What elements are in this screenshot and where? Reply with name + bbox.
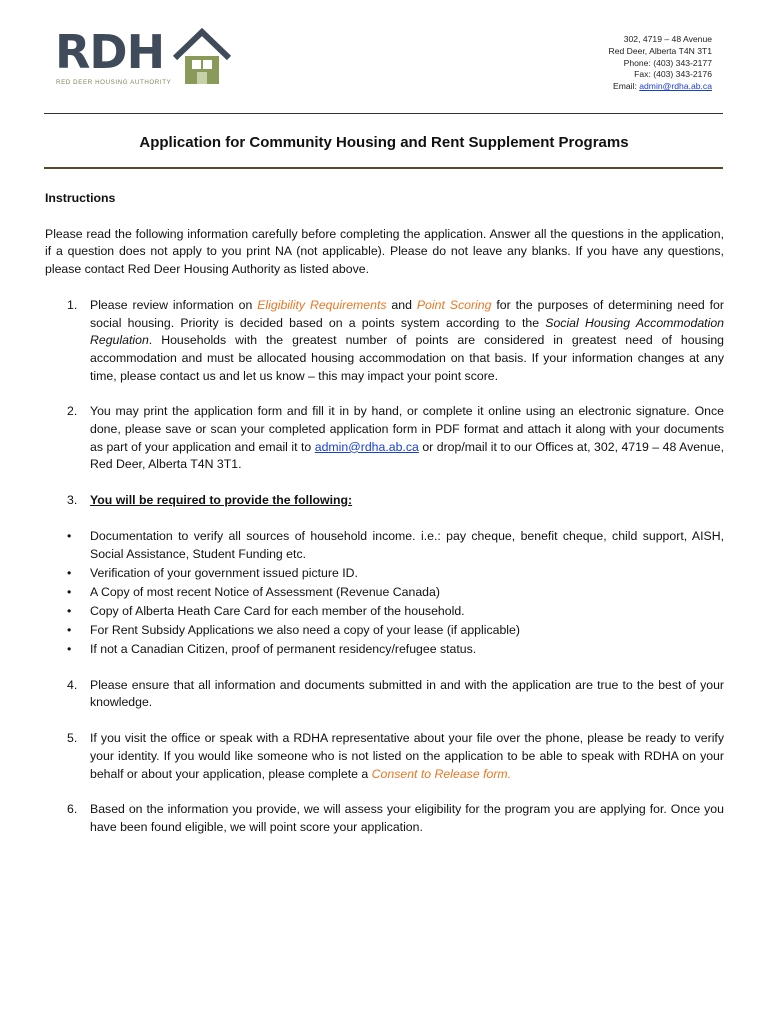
bullet: • xyxy=(67,642,72,657)
bullet: • xyxy=(67,603,72,618)
item-number: 2. xyxy=(67,404,78,419)
address-line-1: 302, 4719 – 48 Avenue xyxy=(623,34,712,44)
rdha-logo xyxy=(55,22,225,92)
requirements-heading: You will be required to provide the following: xyxy=(90,493,353,508)
page-title: Application for Community Housing and Rent Supplement Programs xyxy=(139,134,629,151)
title-divider xyxy=(44,167,723,169)
bullet-text: A Copy of most recent Notice of Assessment (Revenue Canada) xyxy=(90,584,440,599)
list-item-6 xyxy=(45,801,724,836)
instructions-list xyxy=(45,297,724,510)
requirements-list xyxy=(45,528,724,659)
list-item xyxy=(45,528,724,563)
bullet-text: For Rent Subsidy Applications we also need a copy of your lease (if applicable) xyxy=(90,622,520,637)
list-item xyxy=(45,641,724,659)
item-text: . Households with the greatest number of points are considered in greatest need of housing accommodation and must be allocated housing accommodation on that basis. If your information changes at any time, please contact us and let us know – this may impact your point score. xyxy=(90,333,724,383)
list-item xyxy=(45,622,724,640)
bullet-text: Verification of your government issued picture ID. xyxy=(90,565,358,580)
item-number: 4. xyxy=(67,677,78,692)
bullet-text: Documentation to verify all sources of household income. i.e.: pay cheque, benefit cheque, child support, AISH, Social Assistance, Student Funding etc. xyxy=(90,528,724,561)
list-item-5 xyxy=(45,730,724,783)
bullet: • xyxy=(67,584,72,599)
email-link[interactable]: admin@rdha.ab.ca xyxy=(314,439,419,454)
logo-wordmark: RDH xyxy=(55,25,165,79)
house-icon xyxy=(173,28,231,86)
item-number: 5. xyxy=(67,731,78,746)
instructions-heading: Instructions xyxy=(45,191,116,205)
item-text: Based on the information you provide, we will assess your eligibility for the program you are applying for. Once you have been found eligible, we will point score your application. xyxy=(90,802,724,834)
consent-to-release-link[interactable]: Consent to Release form. xyxy=(371,766,512,781)
item-text: You may print the application form and fill it in by hand, or complete it online using an electronic signature. Once done, please save or scan your completed application form in PDF format and attach it along with your documents as part of your application and email it to xyxy=(90,404,724,454)
list-item xyxy=(45,603,724,621)
list-item xyxy=(45,565,724,583)
regulation-name: Social Housing Accommodation Regulation xyxy=(90,315,724,348)
instructions-body xyxy=(45,190,724,855)
bullet-text: Copy of Alberta Heath Care Card for each member of the household. xyxy=(90,603,465,618)
instructions-list-continued xyxy=(45,677,724,837)
email-line xyxy=(609,81,713,93)
bullet: • xyxy=(67,528,72,543)
list-item-1 xyxy=(45,297,724,386)
email-link[interactable]: admin@rdha.ab.ca xyxy=(639,81,712,92)
item-number: 1. xyxy=(67,297,78,312)
item-text: If you visit the office or speak with a RDHA representative about your file over the phone, please be ready to verify your identity. If you would like someone who is not listed on the application to be able to speak with RDHA on your behalf or about your application, please complete a xyxy=(90,731,724,781)
list-item-2 xyxy=(45,403,724,474)
header-divider xyxy=(44,113,723,114)
item-number: 3. xyxy=(67,493,78,508)
item-text: and xyxy=(386,297,417,312)
item-text: Please ensure that all information and documents submitted in and with the application are true to the best of your knowledge. xyxy=(90,677,724,710)
item-number: 6. xyxy=(67,802,78,817)
bullet: • xyxy=(67,565,72,580)
point-scoring-link[interactable]: Point Scoring xyxy=(416,297,492,312)
list-item-3 xyxy=(45,492,724,510)
item-text: or drop/mail it to our Offices at, 302, 4719 – 48 Avenue, Red Deer, Alberta T4N 3T1. xyxy=(90,439,724,472)
item-text: for the purposes of determining need for social housing. Priority is decided based on a points system according to the xyxy=(90,297,724,330)
phone: Phone: (403) 343-2177 xyxy=(623,57,712,68)
fax: Fax: (403) 343-2176 xyxy=(634,69,712,80)
logo-subtitle: RED DEER HOUSING AUTHORITY xyxy=(56,79,172,86)
eligibility-requirements-link[interactable]: Eligibility Requirements xyxy=(257,297,387,312)
bullet-text: If not a Canadian Citizen, proof of permanent residency/refugee status. xyxy=(90,642,477,657)
item-text: Please review information on xyxy=(90,297,258,312)
list-item-4 xyxy=(45,677,724,712)
intro-paragraph: Please read the following information carefully before completing the application. Answer all the questions in the application, if a question does not apply to you print NA (not applicable). Please do not leave any blanks. If you have any questions, please contact Red Deer Housing Authority as listed above. xyxy=(45,226,724,277)
list-item xyxy=(45,584,724,602)
email-label: Email: xyxy=(612,81,640,92)
address-line-2: Red Deer, Alberta T4N 3T1 xyxy=(608,45,712,56)
contact-block xyxy=(609,34,713,93)
bullet: • xyxy=(67,622,72,637)
